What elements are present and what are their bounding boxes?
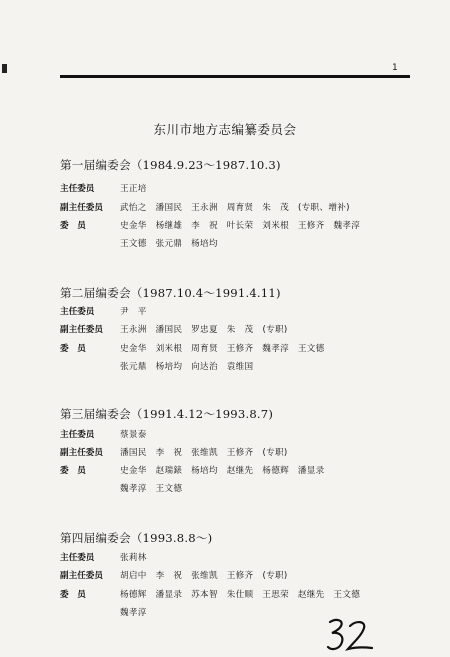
member-names-line-1: 杨德辉 潘显录 苏本智 朱仕顺 王思荣 赵继先 王文德 (120, 590, 361, 600)
member-names-line-2: 魏孝淳 王文德 (120, 484, 183, 494)
vice-chair-names: 武怡之 潘国民 王永洲 周育贤 朱 茂 (专职、增补) (120, 203, 350, 213)
vice-chair-label: 副主任委员 (60, 571, 103, 581)
members-label: 委 员 (60, 344, 86, 354)
chair-name: 尹 平 (120, 307, 147, 317)
chair-label: 主任委员 (60, 553, 95, 563)
member-names-line-2: 魏孝淳 (120, 608, 147, 618)
vice-chair-label: 副主任委员 (60, 325, 103, 335)
vice-chair-names: 王永洲 潘国民 罗忠夏 朱 茂 (专职) (120, 325, 288, 335)
member-names-line-1: 史金华 赵瑞錶 杨培均 赵继先 杨德辉 潘显录 (120, 466, 325, 476)
member-names-line-1: 史金华 刘米根 周育贤 王修齐 魏孝淳 王文德 (120, 344, 325, 354)
chair-label: 主任委员 (60, 307, 95, 317)
term-heading: 第三届编委会（1991.4.12～1993.8.7) (60, 407, 274, 421)
vice-chair-label: 副主任委员 (60, 448, 103, 458)
members-label: 委 员 (60, 466, 86, 476)
chair-label: 主任委员 (60, 184, 95, 194)
page-number: 1 (392, 63, 398, 73)
scan-edge-mark (2, 64, 7, 73)
members-label: 委 员 (60, 590, 86, 600)
term-heading: 第二届编委会（1987.10.4～1991.4.11) (60, 286, 281, 300)
chair-name: 王正培 (120, 184, 147, 194)
term-heading: 第一届编委会（1984.9.23～1987.10.3) (60, 158, 281, 172)
member-names-line-1: 史金华 杨继雄 李 祝 叶长荣 刘米根 王修齐 魏孝淳 (120, 221, 361, 231)
vice-chair-label: 副主任委员 (60, 203, 103, 213)
term-heading: 第四届编委会（1993.8.8～) (60, 531, 213, 545)
vice-chair-names: 胡启中 李 祝 张维凯 王修齐 (专职) (120, 571, 288, 581)
handwritten-page-number (326, 617, 376, 653)
document-title: 东川市地方志编纂委员会 (153, 122, 297, 137)
member-names-line-2: 王文德 张元鼎 杨培均 (120, 239, 218, 249)
header-rule (60, 75, 410, 78)
member-names-line-2: 张元鼎 杨培均 向达治 袁维国 (120, 362, 254, 372)
members-label: 委 员 (60, 221, 86, 231)
vice-chair-names: 潘国民 李 祝 张维凯 王修齐 (专职) (120, 448, 288, 458)
chair-name: 张莉林 (120, 553, 147, 563)
chair-label: 主任委员 (60, 430, 95, 440)
chair-name: 蔡景泰 (120, 430, 147, 440)
